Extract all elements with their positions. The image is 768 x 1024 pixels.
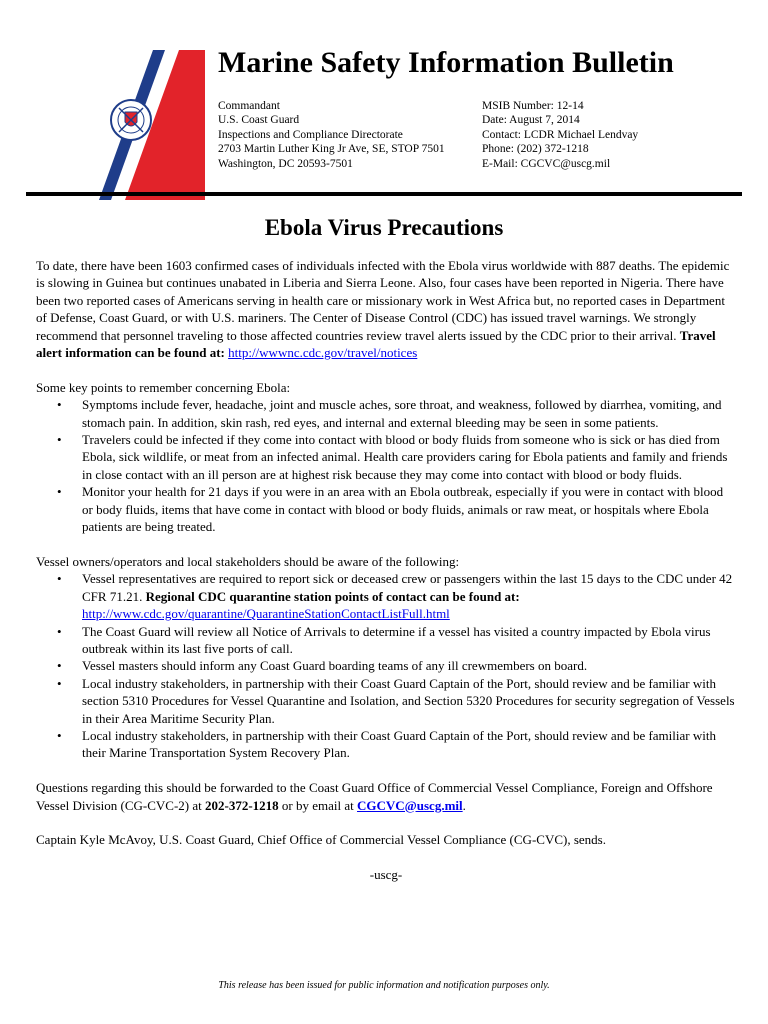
list-item: • Symptoms include fever, headache, joint and muscle aches, sore throat, and weakness, followed by diarrhea, vomiting, and stomach pain. In addition, skin rash, red eyes, and internal and external bleeding may be seen in some patients.	[82, 396, 736, 431]
vessel-item-bold-text: Regional CDC quarantine station points of contact can be found at:	[145, 588, 520, 604]
signature-line: Captain Kyle McAvoy, U.S. Coast Guard, Chief Office of Commercial Vessel Compliance (CG-CVC), sends.	[36, 832, 606, 848]
intro-paragraph	[36, 257, 736, 361]
address-line: Washington, DC 20593-7501	[218, 157, 353, 170]
questions-text-2: or by email at	[281, 797, 354, 813]
intro-text: To date, there have been 1603 confirmed cases of individuals infected with the Ebola virus worldwide with 887 deaths. The epidemic is slowing in Guinea but continues unabated in Liberia and Sierra Leone. Also, four cases have been reported in Nigeria. There have been two reported cases of Americans serving in health care or missionary work in West Africa but, no reported cases in Department of Defense, Coast Guard, or with U.S. mariners. The Center of Disease Control (CDC) has issued travel warnings. We strongly recommend that personnel traveling to those affected countries review travel alerts issued by the CDC prior to their arrival.	[36, 258, 730, 343]
vessel-lead: Vessel owners/operators and local stakeholders should be aware of the following:	[36, 553, 460, 569]
bulletin-heading: Ebola Virus Precautions	[264, 215, 504, 240]
list-item: • Local industry stakeholders, in partnership with their Coast Guard Captain of the Port, should review and be familiar with section 5310 Procedures for Vessel Quarantine and Isolation, and Section 5320 Procedures for security segregation of Vessels in their Area Maritime Security Plan.	[82, 675, 736, 727]
quarantine-stations-link[interactable]: http://www.cdc.gov/quarantine/QuarantineStationContactListFull.html	[82, 606, 450, 622]
questions-end: .	[462, 797, 466, 813]
vessel-list	[36, 570, 736, 761]
list-item: • Local industry stakeholders, in partnership with their Coast Guard Captain of the Port, should review and be familiar with their Marine Transportation System Recovery Plan.	[82, 727, 736, 762]
bulletin-title: Marine Safety Information Bulletin	[218, 46, 674, 79]
vessel-item-text: Vessel representatives are required to report sick or deceased crew or passengers within the last 15 days to the CDC under 42 CFR 71.21.	[82, 571, 733, 604]
msib-number: MSIB Number: 12-14	[482, 100, 584, 112]
email-link[interactable]	[357, 798, 463, 813]
contact-phone: Phone: (202) 372-1218	[482, 143, 589, 156]
questions-text: Questions regarding this should be forwarded to the Coast Guard Office of Commercial Vessel Compliance, Foreign and Offshore Vessel Division (CG-CVC-2) at	[36, 780, 713, 813]
bulletin-date: Date: August 7, 2014	[482, 114, 580, 127]
list-item: • Vessel masters should inform any Coast Guard boarding teams of any ill crewmembers on board.	[82, 657, 736, 674]
list-item	[82, 570, 736, 622]
questions-phone: 202-372-1218	[205, 797, 279, 813]
address-line: Inspections and Compliance Directorate	[218, 128, 403, 141]
bulletin-body	[36, 257, 736, 884]
list-item: • Monitor your health for 21 days if you were in an area with an Ebola outbreak, especially if you were in contact with blood or body fluids, items that have come in contact with blood or body fluids, animals or raw meat, or hospitals where Ebola patients are being treated.	[82, 483, 736, 535]
list-item: • The Coast Guard will review all Notice of Arrivals to determine if a vessel has visited a country impacted by Ebola virus outbreak within its last five ports of call.	[82, 623, 736, 658]
signoff: -uscg-	[369, 867, 403, 883]
questions-paragraph	[36, 779, 736, 814]
footer-disclaimer: This release has been issued for public information and notification purposes only.	[218, 980, 550, 991]
key-points-lead: Some key points to remember concerning Ebola:	[36, 379, 291, 395]
list-item: • Travelers could be infected if they come into contact with blood or body fluids from someone who is sick or has died from Ebola, sick wildlife, or meat from an infected animal. Health care providers caring for Ebola patients and family and friends in close contact with an ill person are at highest risk because they may come into contact with blood or body fluids.	[82, 431, 736, 483]
coast-guard-logo	[85, 50, 205, 200]
email-link-text: CGCVC@uscg.mil	[357, 797, 463, 813]
bulletin-meta-block	[482, 99, 638, 171]
coast-guard-seal-icon	[111, 100, 151, 140]
intro-bold-text: Travel alert information can be found at:	[36, 327, 716, 361]
travel-notices-link[interactable]: http://wwwnc.cdc.gov/travel/notices	[228, 345, 418, 361]
address-line: U.S. Coast Guard	[218, 114, 300, 127]
header-divider	[26, 192, 742, 196]
address-line: Commandant	[218, 100, 280, 112]
contact-email: E-Mail: CGCVC@uscg.mil	[482, 157, 611, 170]
address-line: 2703 Martin Luther King Jr Ave, SE, STOP 7501	[218, 143, 445, 156]
key-points-list	[36, 396, 736, 535]
address-block	[218, 99, 445, 171]
contact-name: Contact: LCDR Michael Lendvay	[482, 128, 639, 141]
